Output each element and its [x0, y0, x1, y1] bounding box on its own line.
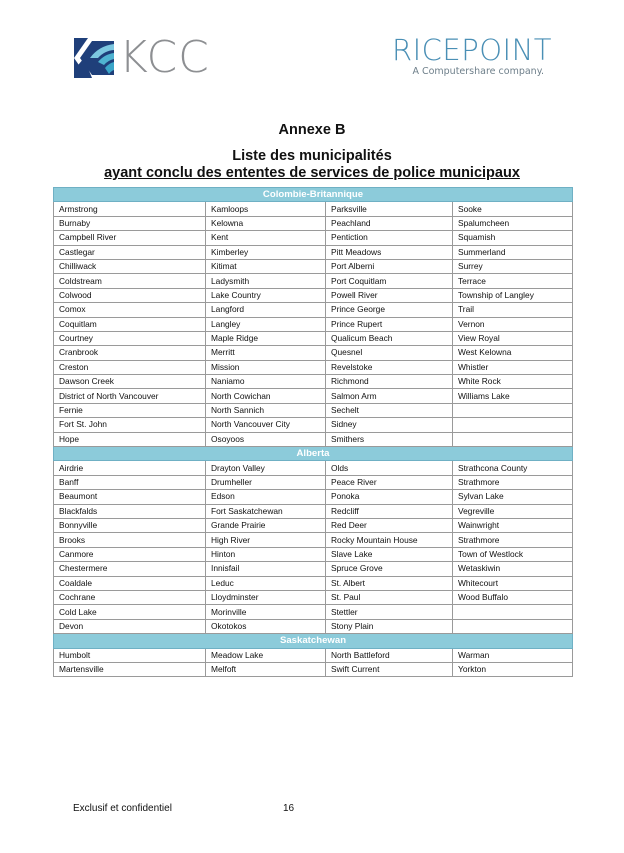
kcc-logo-text: KCC — [119, 32, 210, 83]
municipality-cell: Wainwright — [453, 518, 573, 532]
footer-confidentiality: Exclusif et confidentiel — [73, 803, 172, 814]
table-row — [54, 518, 573, 532]
municipality-cell: Squamish — [453, 231, 573, 245]
municipality-cell: Rocky Mountain House — [326, 533, 453, 547]
municipality-cell: Cochrane — [54, 590, 206, 604]
municipality-cell — [453, 432, 573, 446]
municipality-cell: Kitimat — [206, 259, 326, 273]
municipality-cell: Naniamo — [206, 375, 326, 389]
table-row — [54, 533, 573, 547]
table-row — [54, 231, 573, 245]
municipality-cell: Canmore — [54, 547, 206, 561]
municipality-cell: Chestermere — [54, 562, 206, 576]
municipality-cell: Ladysmith — [206, 274, 326, 288]
municipality-cell: Lake Country — [206, 288, 326, 302]
table-row — [54, 375, 573, 389]
municipality-cell: Slave Lake — [326, 547, 453, 561]
list-title: Liste des municipalités — [232, 148, 392, 164]
municipality-cell: Vegreville — [453, 504, 573, 518]
municipality-cell: Courtney — [54, 331, 206, 345]
section-header: Colombie-Britannique — [54, 188, 573, 202]
municipality-cell: Innisfail — [206, 562, 326, 576]
table-row — [54, 619, 573, 633]
municipality-cell: Hope — [54, 432, 206, 446]
municipality-cell: Strathmore — [453, 475, 573, 489]
table-row — [54, 317, 573, 331]
municipality-cell — [453, 619, 573, 633]
municipality-cell: Meadow Lake — [206, 648, 326, 662]
municipality-cell: Peace River — [326, 475, 453, 489]
municipality-cell: Kamloops — [206, 202, 326, 216]
municipality-cell: Burnaby — [54, 216, 206, 230]
table-row — [54, 590, 573, 604]
table-row — [54, 331, 573, 345]
municipality-cell: North Battleford — [326, 648, 453, 662]
municipality-cell: Drayton Valley — [206, 461, 326, 475]
section-header: Alberta — [54, 447, 573, 461]
footer-page-number: 16 — [283, 803, 295, 814]
municipality-cell: White Rock — [453, 375, 573, 389]
municipality-cell: Spalumcheen — [453, 216, 573, 230]
municipality-cell: Armstrong — [54, 202, 206, 216]
table-row — [54, 648, 573, 662]
municipality-cell: Spruce Grove — [326, 562, 453, 576]
municipality-cell: Cranbrook — [54, 346, 206, 360]
municipality-cell: North Sannich — [206, 403, 326, 417]
table-row — [54, 662, 573, 676]
municipality-cell: Hinton — [206, 547, 326, 561]
table-row — [54, 461, 573, 475]
table-row — [54, 576, 573, 590]
municipality-cell: Fernie — [54, 403, 206, 417]
municipality-cell: St. Paul — [326, 590, 453, 604]
municipality-cell: Coldstream — [54, 274, 206, 288]
table-row — [54, 490, 573, 504]
municipality-cell: Grande Prairie — [206, 518, 326, 532]
municipality-cell: Maple Ridge — [206, 331, 326, 345]
municipality-cell: Leduc — [206, 576, 326, 590]
municipality-cell: High River — [206, 533, 326, 547]
municipality-cell: Terrace — [453, 274, 573, 288]
municipality-cell: Humbolt — [54, 648, 206, 662]
municipality-cell: Sidney — [326, 418, 453, 432]
section-header-row — [54, 447, 573, 461]
table-row — [54, 403, 573, 417]
municipality-cell: Surrey — [453, 259, 573, 273]
municipality-cell: Fort St. John — [54, 418, 206, 432]
municipalities-table — [53, 187, 573, 677]
municipality-cell: Williams Lake — [453, 389, 573, 403]
municipality-cell: Wood Buffalo — [453, 590, 573, 604]
municipality-cell: Whistler — [453, 360, 573, 374]
municipality-cell: Campbell River — [54, 231, 206, 245]
table-row — [54, 504, 573, 518]
municipality-cell: Langford — [206, 303, 326, 317]
municipality-cell: Brooks — [54, 533, 206, 547]
municipality-cell: Prince Rupert — [326, 317, 453, 331]
table-row — [54, 245, 573, 259]
municipality-cell: Strathmore — [453, 533, 573, 547]
municipality-cell: Fort Saskatchewan — [206, 504, 326, 518]
municipality-cell: Martensville — [54, 662, 206, 676]
table-row — [54, 418, 573, 432]
municipality-cell: St. Albert — [326, 576, 453, 590]
municipality-cell: Smithers — [326, 432, 453, 446]
municipality-cell: Strathcona County — [453, 461, 573, 475]
kcc-logo — [74, 32, 210, 83]
municipality-cell: Peachland — [326, 216, 453, 230]
municipality-cell: Richmond — [326, 375, 453, 389]
table-row — [54, 562, 573, 576]
table-row — [54, 216, 573, 230]
municipality-cell: Morinville — [206, 605, 326, 619]
municipality-cell: Kent — [206, 231, 326, 245]
kcc-logo-mark-icon — [74, 38, 114, 78]
municipality-cell: Comox — [54, 303, 206, 317]
municipality-cell: Port Alberni — [326, 259, 453, 273]
municipality-cell: View Royal — [453, 331, 573, 345]
municipality-cell: Sooke — [453, 202, 573, 216]
municipality-cell: Parksville — [326, 202, 453, 216]
table-row — [54, 303, 573, 317]
ricepoint-logo — [386, 34, 552, 77]
table-row — [54, 475, 573, 489]
section-header: Saskatchewan — [54, 634, 573, 648]
table-row — [54, 389, 573, 403]
municipality-cell: Revelstoke — [326, 360, 453, 374]
municipality-cell: Melfoft — [206, 662, 326, 676]
municipality-cell: Wetaskiwin — [453, 562, 573, 576]
municipality-cell: Pitt Meadows — [326, 245, 453, 259]
section-header-row — [54, 634, 573, 648]
municipality-cell: Yorkton — [453, 662, 573, 676]
municipality-cell: Bonnyville — [54, 518, 206, 532]
municipality-cell: Mission — [206, 360, 326, 374]
municipality-cell: Sylvan Lake — [453, 490, 573, 504]
municipality-cell: Warman — [453, 648, 573, 662]
municipality-cell: Qualicum Beach — [326, 331, 453, 345]
municipality-cell: North Cowichan — [206, 389, 326, 403]
municipality-cell: Langley — [206, 317, 326, 331]
municipality-cell: District of North Vancouver — [54, 389, 206, 403]
municipality-cell: Stony Plain — [326, 619, 453, 633]
municipality-cell: Vernon — [453, 317, 573, 331]
municipality-cell: Port Coquitlam — [326, 274, 453, 288]
table-row — [54, 432, 573, 446]
municipality-cell: Airdrie — [54, 461, 206, 475]
table-row — [54, 360, 573, 374]
municipality-cell: Kelowna — [206, 216, 326, 230]
municipality-cell: Devon — [54, 619, 206, 633]
municipality-cell: Cold Lake — [54, 605, 206, 619]
municipality-cell: Beaumont — [54, 490, 206, 504]
table-row — [54, 274, 573, 288]
municipality-cell: Merritt — [206, 346, 326, 360]
table-row — [54, 346, 573, 360]
ricepoint-tagline: A Computershare company. — [412, 66, 544, 77]
annex-title: Annexe B — [278, 122, 346, 138]
municipality-cell: Creston — [54, 360, 206, 374]
list-subtitle: ayant conclu des ententes de services de police municipaux — [104, 165, 520, 181]
municipality-cell — [453, 403, 573, 417]
municipality-cell: Drumheller — [206, 475, 326, 489]
municipality-cell: Quesnel — [326, 346, 453, 360]
municipality-cell: Sechelt — [326, 403, 453, 417]
table-row — [54, 547, 573, 561]
municipality-cell: Trail — [453, 303, 573, 317]
municipality-cell: Dawson Creek — [54, 375, 206, 389]
table-row — [54, 605, 573, 619]
municipality-cell: Chilliwack — [54, 259, 206, 273]
municipality-cell — [453, 605, 573, 619]
municipality-cell: Salmon Arm — [326, 389, 453, 403]
municipality-cell: Osoyoos — [206, 432, 326, 446]
municipality-cell: West Kelowna — [453, 346, 573, 360]
municipality-cell: Summerland — [453, 245, 573, 259]
municipality-cell: Colwood — [54, 288, 206, 302]
municipality-cell: Lloydminster — [206, 590, 326, 604]
municipality-cell: Coaldale — [54, 576, 206, 590]
municipality-cell: Stettler — [326, 605, 453, 619]
municipality-cell: Castlegar — [54, 245, 206, 259]
municipality-cell: Blackfalds — [54, 504, 206, 518]
section-header-row — [54, 188, 573, 202]
table-row — [54, 259, 573, 273]
table-row — [54, 288, 573, 302]
municipality-cell: North Vancouver City — [206, 418, 326, 432]
municipality-cell: Pentiction — [326, 231, 453, 245]
municipality-cell: Banff — [54, 475, 206, 489]
municipality-cell: Whitecourt — [453, 576, 573, 590]
table-row — [54, 202, 573, 216]
municipality-cell: Ponoka — [326, 490, 453, 504]
municipality-cell: Kimberley — [206, 245, 326, 259]
municipality-cell: Coquitlam — [54, 317, 206, 331]
municipality-cell: Olds — [326, 461, 453, 475]
municipality-cell: Red Deer — [326, 518, 453, 532]
municipality-cell: Edson — [206, 490, 326, 504]
municipality-cell: Redcliff — [326, 504, 453, 518]
municipality-cell: Township of Langley — [453, 288, 573, 302]
municipality-cell: Powell River — [326, 288, 453, 302]
municipality-cell — [453, 418, 573, 432]
municipality-cell: Swift Current — [326, 662, 453, 676]
municipality-cell: Okotokos — [206, 619, 326, 633]
municipality-cell: Prince George — [326, 303, 453, 317]
ricepoint-logo-text: RICEPOINT — [391, 33, 552, 67]
municipality-cell: Town of Westlock — [453, 547, 573, 561]
